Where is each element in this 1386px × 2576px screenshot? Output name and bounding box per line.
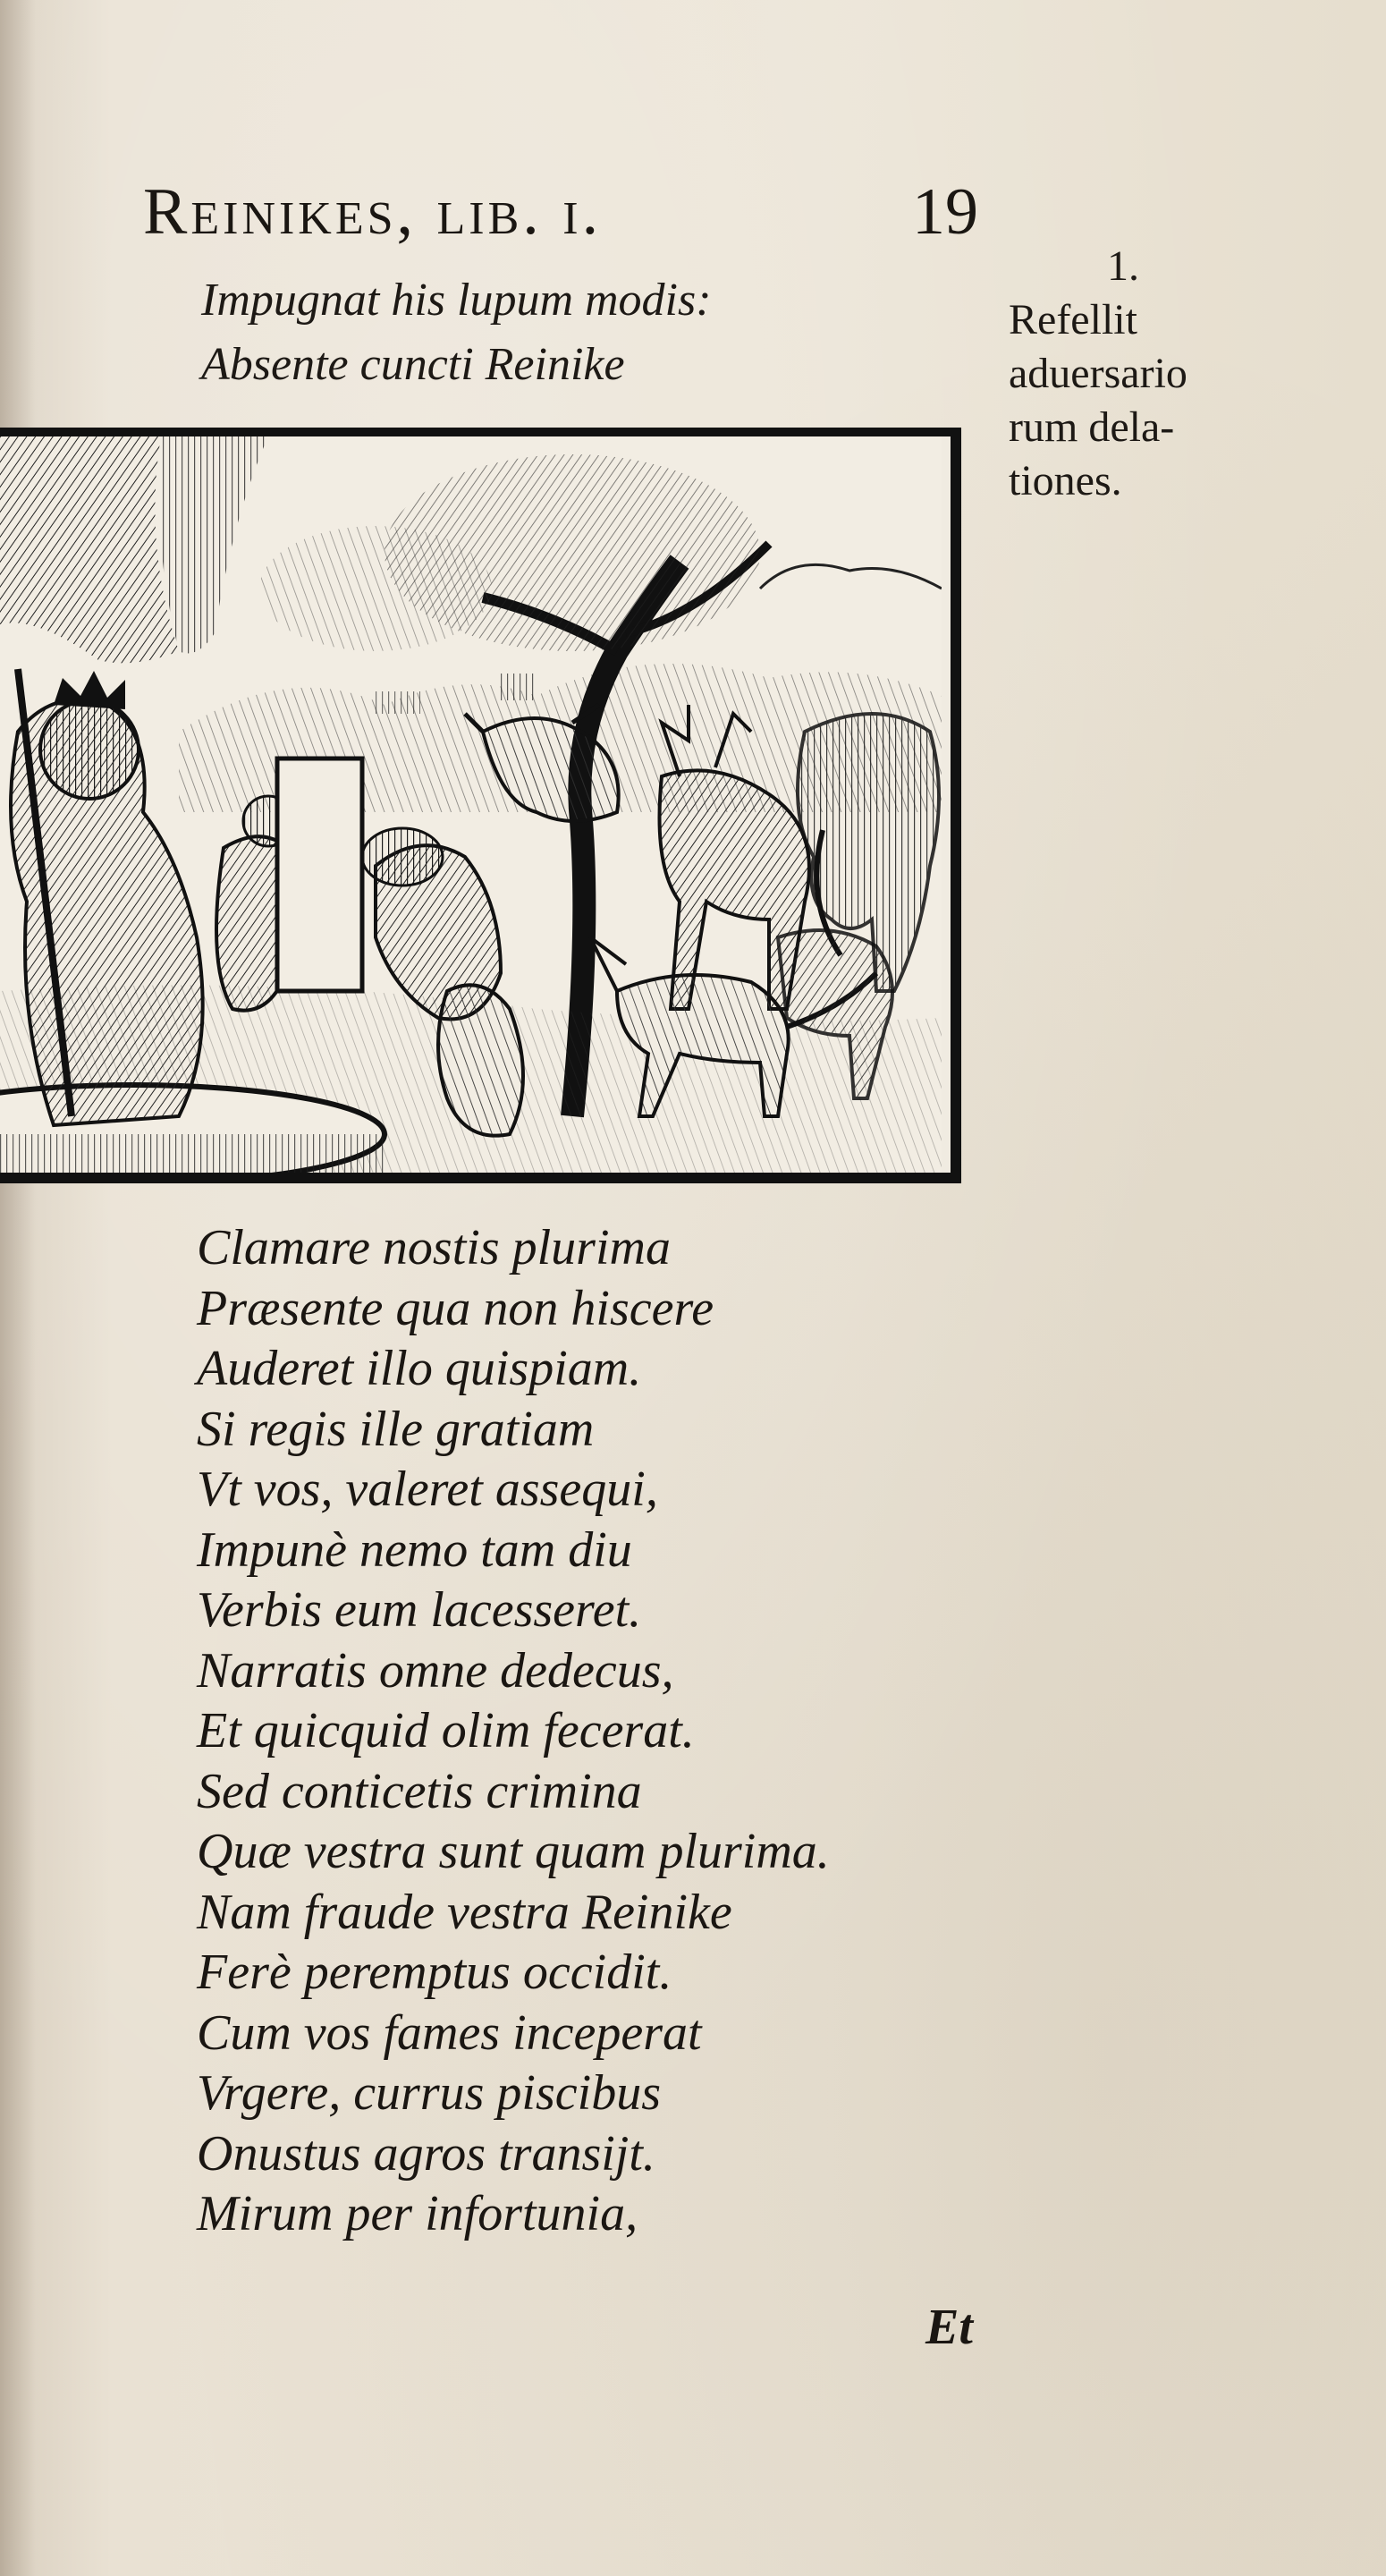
- verse-line: Præsente qua non hiscere: [197, 1280, 714, 1336]
- verse-line: Nam fraude vestra Reinike: [197, 1884, 732, 1940]
- marginal-note-line: tiones.: [1009, 457, 1122, 504]
- verse-line: Vt vos, valeret assequi,: [197, 1462, 658, 1517]
- verse-line: Impunè nemo tam diu: [197, 1521, 632, 1578]
- marginal-note-line: rum dela-: [1009, 403, 1175, 451]
- verse-line: Onustus agros transijt.: [197, 2125, 655, 2182]
- verse-line: Absente cuncti Reinike: [201, 339, 625, 390]
- woodcut-illustration: [0, 428, 961, 1183]
- verse-line: Cum vos fames inceperat: [197, 2004, 702, 2061]
- verse-line: Narratis omne dedecus,: [197, 1642, 674, 1699]
- verse-line: Auderet illo quispiam.: [197, 1341, 642, 1396]
- verse-line: Clamare nostis plurima: [197, 1220, 671, 1275]
- verse-line: Et quicquid olim fecerat.: [197, 1703, 695, 1758]
- verse-line: Ferè peremptus occidit.: [197, 1945, 672, 2000]
- running-title: Reinikes, lib. i.: [143, 175, 603, 249]
- verse-line: Si regis ille gratiam: [197, 1401, 595, 1457]
- spine-shadow: [0, 0, 36, 2576]
- top-verse-block: [201, 268, 712, 397]
- catchword: Et: [925, 2300, 973, 2355]
- verse-line: Vrgere, currus piscibus: [197, 2065, 661, 2121]
- woodcut-scene: [0, 436, 942, 1173]
- verse-line: Sed conticetis crimina: [197, 1763, 642, 1819]
- page-number: 19: [912, 175, 978, 249]
- verse-block: [197, 1218, 830, 2245]
- verse-line: Mirum per infortunia,: [197, 2186, 638, 2241]
- marginal-note-number: 1.: [1107, 242, 1139, 290]
- verse-line: Quæ vestra sunt quam plurima.: [197, 1824, 830, 1879]
- verse-line: Impugnat his lupum modis:: [201, 275, 712, 326]
- marginal-note: [1009, 240, 1268, 508]
- verse-line: Verbis eum lacesseret.: [197, 1582, 642, 1638]
- marginal-note-line: aduersario: [1009, 350, 1187, 397]
- marginal-note-line: Refellit: [1009, 296, 1137, 343]
